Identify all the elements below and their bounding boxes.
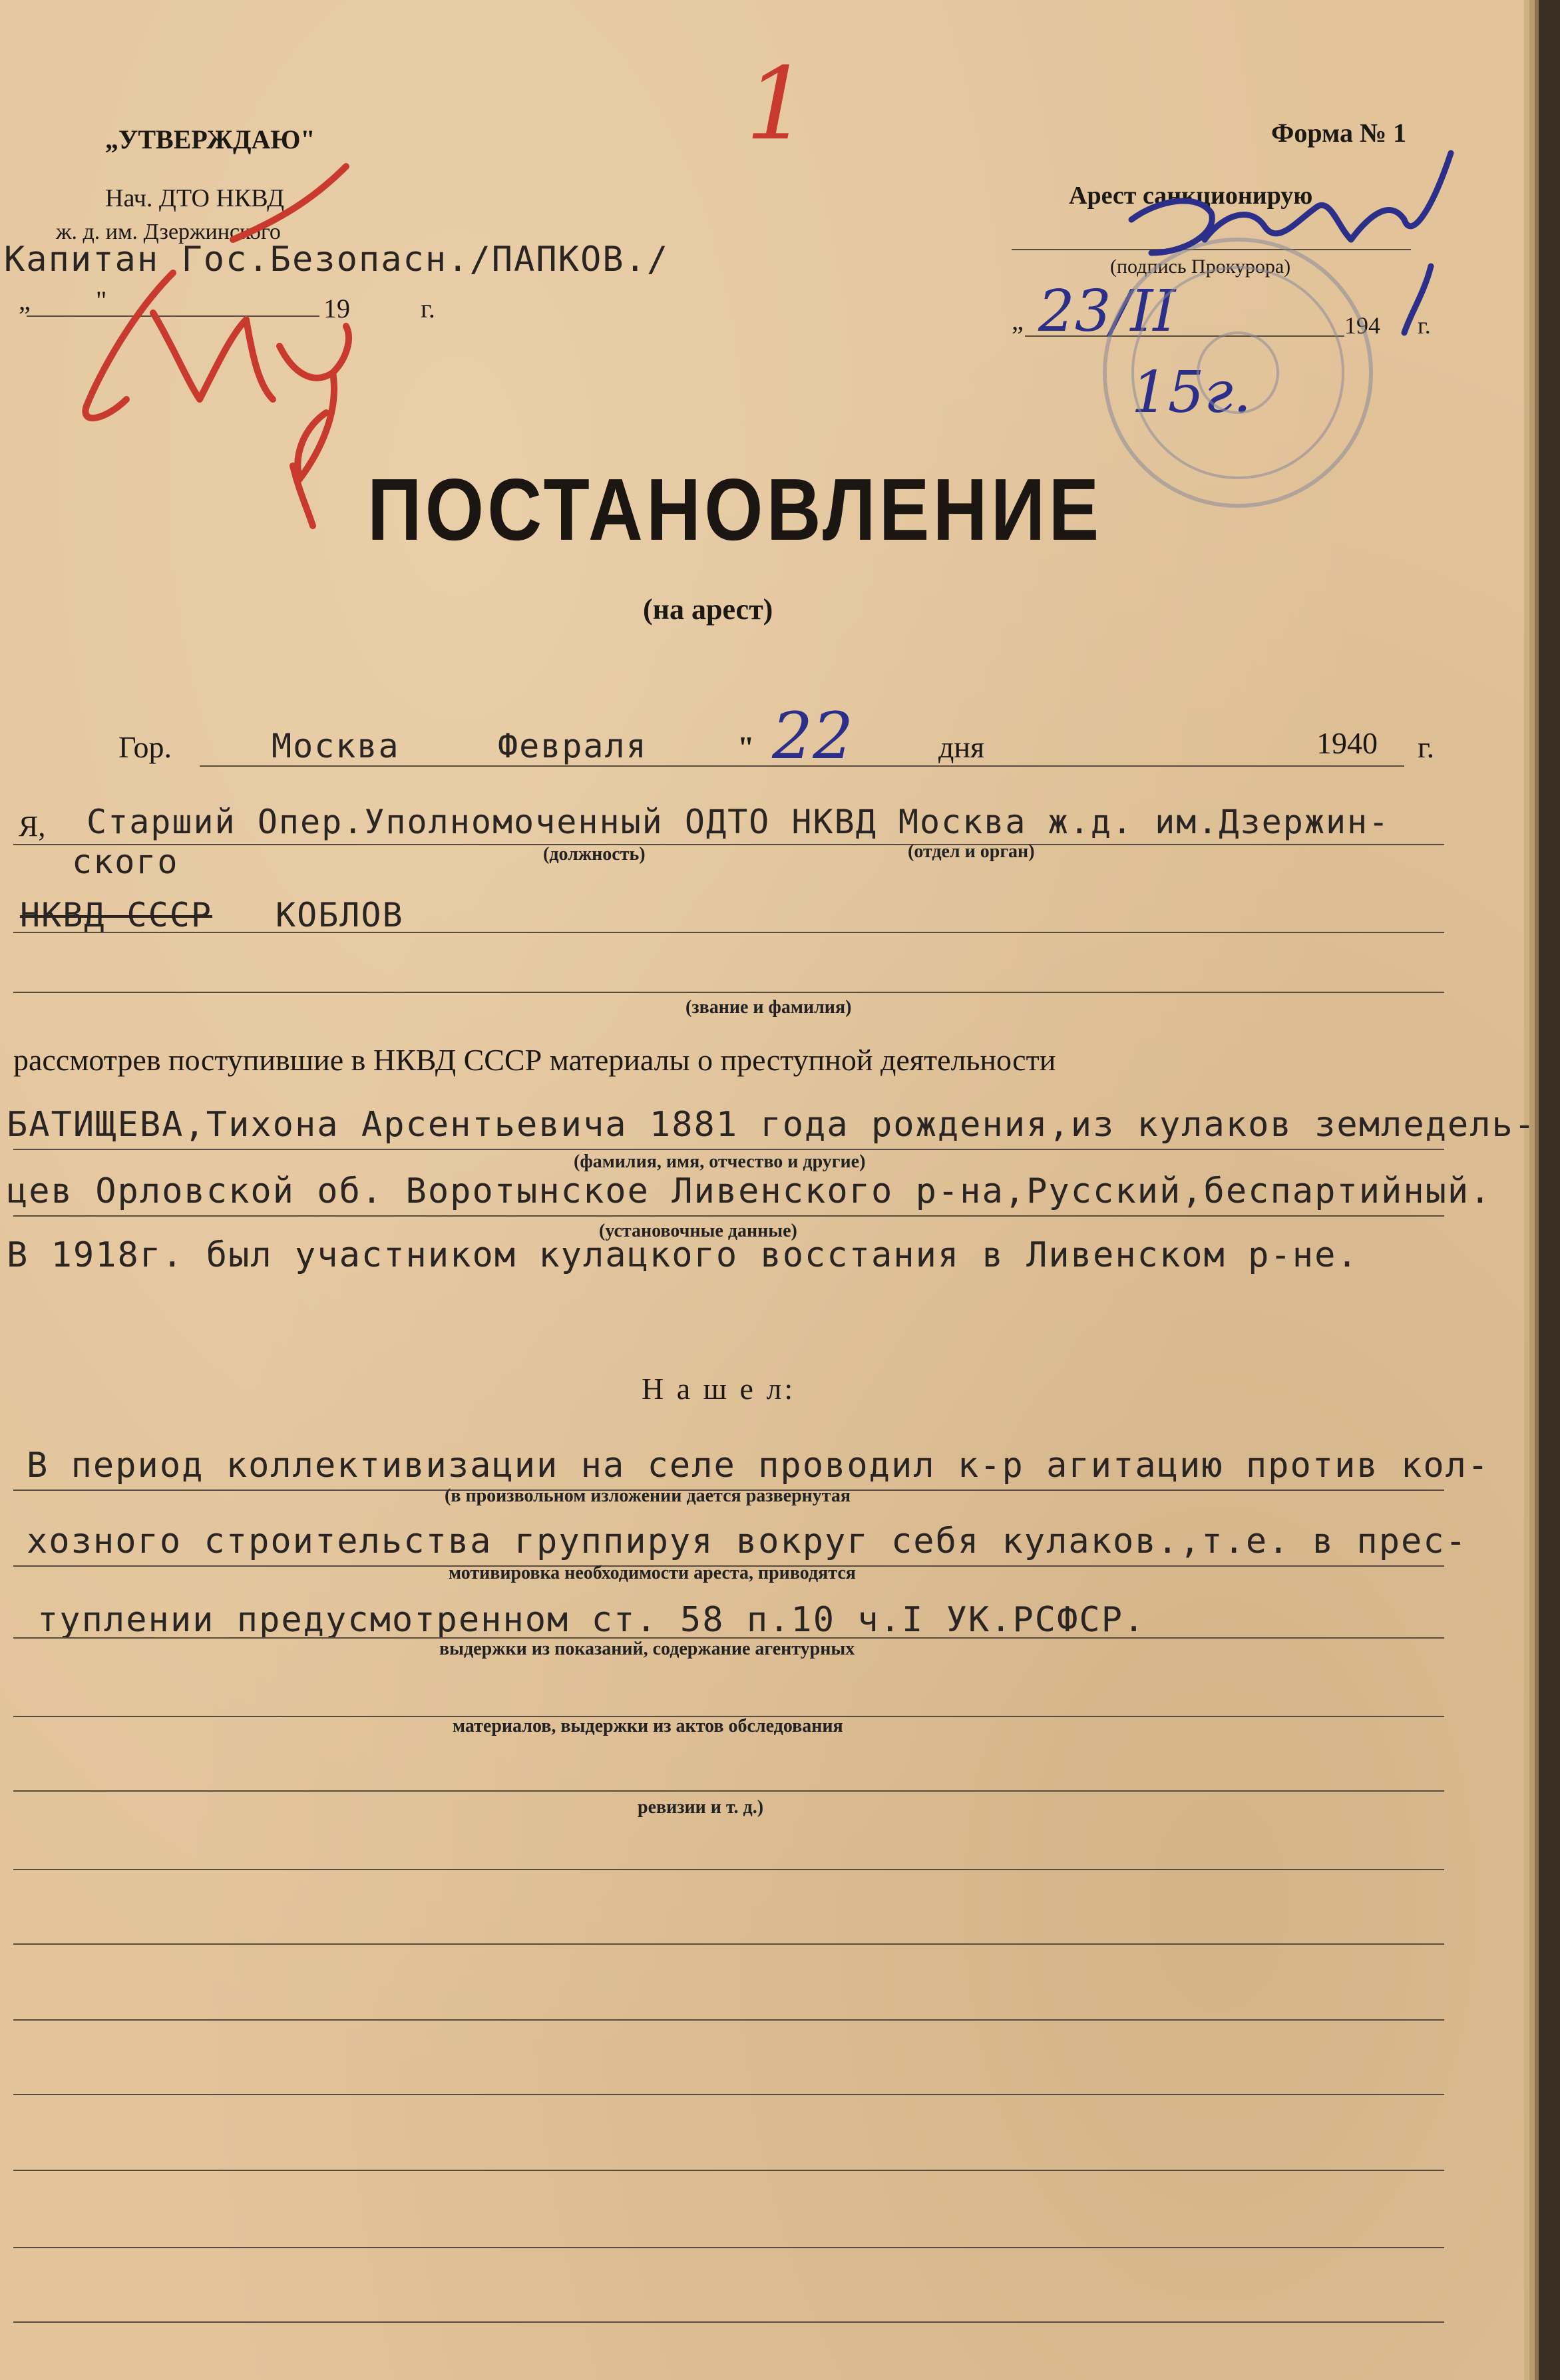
approval-position: Нач. ДТО НКВД [105, 184, 285, 212]
blue-signature [1131, 153, 1451, 333]
subject-rule-1 [13, 1149, 1444, 1150]
officer-name-line [13, 932, 1444, 933]
document-title: ПОСТАНОВЛЕНИЕ [367, 461, 1103, 558]
subject-caption-2: (установочные данные) [599, 1221, 797, 1241]
found-caption-1: (в произвольном изложении дается развернутая [445, 1486, 851, 1506]
day-value: 22 [772, 699, 854, 773]
month-value: Февраля [498, 727, 648, 765]
subject-line-2: цев Орловской об. Воротынское Ливенского р-на,Русский,беспартийный. [7, 1171, 1492, 1211]
caption-position: (должность) [543, 844, 646, 865]
found-heading: Н а ш е л: [642, 1372, 796, 1406]
subject-rule-2 [13, 1215, 1444, 1217]
subject-line-1: БАТИЩЕВА,Тихона Арсентьевича 1881 года рождения,из кулаков земледель- [7, 1105, 1537, 1145]
caption-rank: (звание и фамилия) [685, 997, 852, 1018]
blank-rule [13, 2094, 1444, 2095]
day-quote: " [737, 730, 755, 764]
blank-rule [13, 2321, 1444, 2323]
prosecutor-caption: (подпись Прокурора) [1110, 256, 1291, 278]
officer-prefix: Я, [19, 810, 46, 843]
found-caption-2: мотивировка необходимости ареста, приводятся [449, 1563, 856, 1583]
form-date-suffix: г. [1418, 312, 1431, 339]
year-value: 1940 [1316, 726, 1378, 760]
found-line-1: В период коллективизации на селе проводил к-р агитацию против кол- [27, 1446, 1490, 1486]
form-sanction: Арест санкционирую [1069, 182, 1313, 210]
blank-rule [13, 1943, 1444, 1945]
red-signature [85, 166, 348, 526]
day-label: дня [938, 730, 985, 764]
officer-continuation: ского [72, 843, 179, 881]
approval-date-suffix: г. [421, 294, 435, 323]
officer-line [13, 844, 1444, 845]
officer-position: Старший Опер.Уполномоченный ОДТО НКВД Москва ж.д. им.Дзержин- [87, 803, 1390, 841]
year-suffix: г. [1418, 730, 1435, 764]
approval-title: „УТВЕРЖДАЮ" [105, 124, 315, 154]
handwritten-date: 23/II [1038, 278, 1176, 345]
officer-name: КОБЛОВ [276, 896, 404, 934]
city-value: Москва [272, 727, 400, 765]
page-number: 1 [745, 47, 809, 162]
found-line-2: хозного строительства группируя вокруг себя кулаков.,т.е. в прес- [27, 1521, 1467, 1561]
blank-rule [13, 1869, 1444, 1870]
caption-dept: (отдел и орган) [908, 841, 1035, 862]
document-subtitle: (на арест) [643, 593, 773, 626]
considered-text: рассмотрев поступившие в НКВД СССР материалы о преступной деятельности [13, 1043, 1056, 1077]
handwritten-sub: 15г. [1131, 359, 1252, 426]
form-date-quote: „ [1012, 305, 1024, 335]
approval-date-open: „ [19, 286, 31, 315]
blank-rule [13, 2170, 1444, 2171]
approval-date-year: 19 [323, 294, 350, 323]
approval-date-close: " [96, 286, 107, 315]
approval-signer: Капитан Гос.Безопасн./ПАПКОВ./ [4, 240, 670, 280]
found-line-3: туплении предусмотренном ст. 58 п.10 ч.I УК.РСФСР. [37, 1600, 1146, 1640]
officer-struck: НКВД СССР [20, 896, 212, 934]
rank-line [13, 992, 1444, 993]
subject-caption-1: (фамилия, имя, отчество и другие) [574, 1151, 866, 1172]
blank-rule [13, 2019, 1444, 2021]
found-caption-3: выдержки из показаний, содержание агентурных [439, 1639, 855, 1659]
round-stamp [1105, 240, 1371, 506]
found-caption-5: ревизии и т. д.) [638, 1797, 764, 1818]
city-label: Гор. [118, 730, 172, 764]
found-rule-5 [13, 1790, 1444, 1792]
blank-rule [13, 2247, 1444, 2248]
subject-line-3: В 1918г. был участником кулацкого восстания в Ливенском р-не. [7, 1235, 1359, 1275]
approval-railway: ж. д. им. Дзержинского [56, 220, 281, 244]
form-label: Форма № 1 [1271, 118, 1407, 148]
found-caption-4: материалов, выдержки из актов обследования [453, 1716, 843, 1736]
form-date-year: 194 [1344, 312, 1380, 339]
